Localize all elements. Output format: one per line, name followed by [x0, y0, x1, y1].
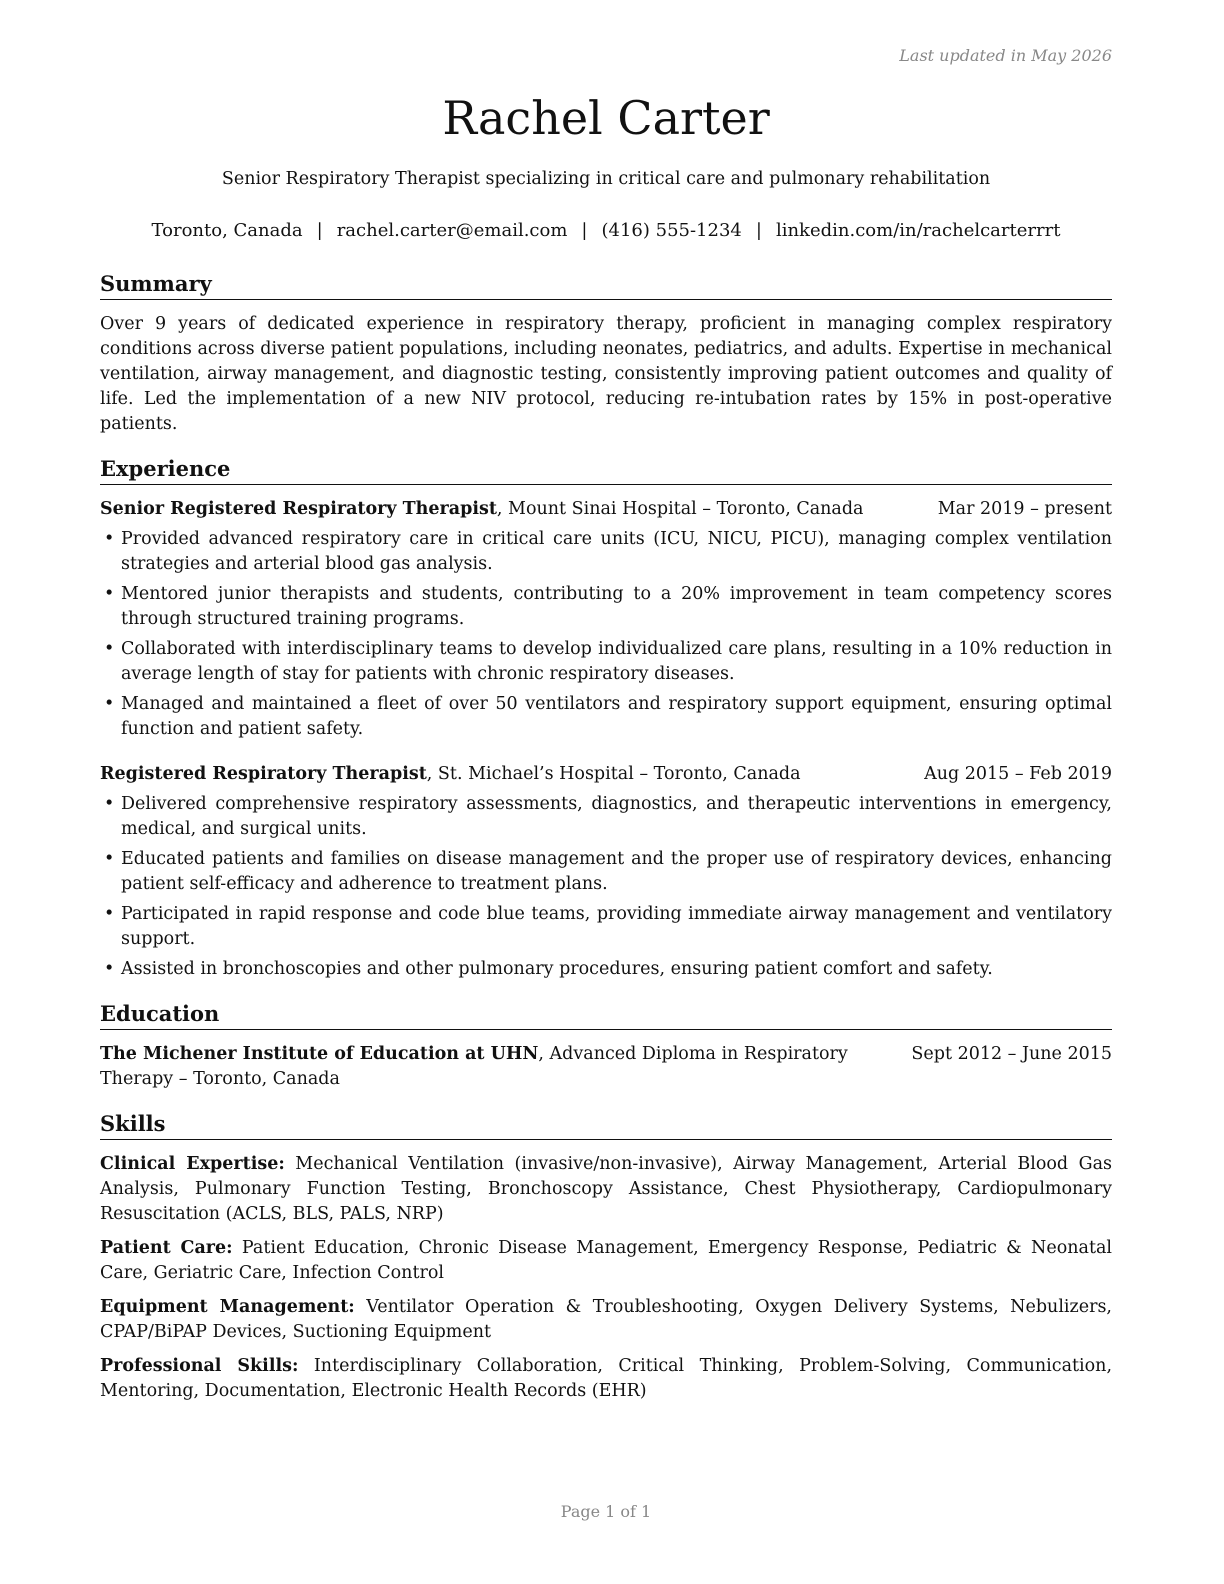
- job-entry: [100, 497, 1112, 742]
- bullet-glyph: •: [104, 639, 115, 659]
- education-entry: [100, 1042, 1112, 1092]
- job-header: [100, 762, 1112, 787]
- contact-phone: (416) 555-1234: [601, 220, 742, 241]
- summary-section: [100, 270, 1112, 437]
- skill-text: Interdisciplinary Collaboration, Critical Thinking, Problem-Solving, Communication, Mentoring, Documentation, Electronic Health Records (EHR): [100, 1356, 1113, 1401]
- job-entry: [100, 762, 1112, 982]
- summary-text: Over 9 years of dedicated experience in respiratory therapy, proficient in managing complex respiratory conditions across diverse patient populations, including neonates, pediatrics, and adults. Expertise in mechanical ventilation, airway management, and diagnostic testing, consistently improving patient outcomes and quality of life. Led the implementation of a new NIV protocol, reducing re-intubation rates by 15% in post-operative patients.: [100, 314, 1112, 434]
- job-title-line: [100, 762, 801, 787]
- job-org: , Mount Sinai Hospital – Toronto, Canada: [496, 499, 864, 519]
- skill-label: Equipment Management:: [100, 1297, 355, 1317]
- contact-line: [100, 219, 1112, 243]
- skill-text: Mechanical Ventilation (invasive/non-invasive), Airway Management, Arterial Blood Gas Analysis, Pulmonary Function Testing, Bronchoscopy Assistance, Chest Physiotherapy, Cardiopulmonary Resuscitation (ACLS, BLS, PALS, NRP): [100, 1154, 1112, 1224]
- bullet-glyph: •: [104, 529, 115, 549]
- page-number: Page 1 of 1: [560, 1502, 652, 1521]
- experience-heading: Experience: [100, 455, 1112, 485]
- candidate-tagline: Senior Respiratory Therapist specializing in critical care and pulmonary rehabilitation: [221, 169, 991, 189]
- skill-group: [100, 1152, 1112, 1227]
- resume-content: [100, 270, 1112, 1404]
- job-header: [100, 497, 1112, 522]
- job-title-line: [100, 497, 863, 522]
- bullet-item: [100, 792, 1112, 842]
- bullet-text: Educated patients and families on disease management and the proper use of respiratory devices, enhancing patient self-efficacy and adherence to treatment plans.: [121, 849, 1112, 894]
- job-bullets: [100, 527, 1112, 742]
- education-line: [100, 1042, 890, 1092]
- skills-heading: Skills: [100, 1110, 1112, 1140]
- skill-label: Patient Care:: [100, 1238, 233, 1258]
- experience-section: [100, 455, 1112, 982]
- bullet-text: Participated in rapid response and code blue teams, providing immediate airway management and ventilatory support.: [121, 904, 1112, 949]
- bullet-text: Collaborated with interdisciplinary teams to develop individualized care plans, resulting in a 10% reduction in average length of stay for patients with chronic respiratory diseases.: [121, 639, 1112, 684]
- bullet-text: Assisted in bronchoscopies and other pulmonary procedures, ensuring patient comfort and safety.: [121, 959, 993, 979]
- education-dates: Sept 2012 – June 2015: [911, 1044, 1112, 1064]
- contact-linkedin[interactable]: linkedin.com/in/rachelcarterrrt: [775, 220, 1061, 241]
- education-school: The Michener Institute of Education at UHN: [100, 1044, 539, 1064]
- bullet-glyph: •: [104, 959, 115, 979]
- skill-text: Patient Education, Chronic Disease Management, Emergency Response, Pediatric & Neonatal Care, Geriatric Care, Infection Control: [100, 1238, 1113, 1283]
- bullet-glyph: •: [104, 904, 115, 924]
- job-role: Senior Registered Respiratory Therapist: [100, 499, 497, 519]
- job-org: , St. Michael’s Hospital – Toronto, Canada: [426, 764, 801, 784]
- bullet-text: Mentored junior therapists and students, contributing to a 20% improvement in team competency scores through structured training programs.: [121, 584, 1112, 629]
- skill-label: Professional Skills:: [100, 1356, 299, 1376]
- bullet-item: [100, 692, 1112, 742]
- skill-group: [100, 1295, 1112, 1345]
- bullet-item: [100, 527, 1112, 577]
- last-updated: Last updated in May 2026: [899, 46, 1112, 65]
- bullet-item: [100, 847, 1112, 897]
- contact-separator: |: [581, 220, 588, 241]
- resume-page: [100, 0, 1112, 1584]
- bullet-item: [100, 902, 1112, 952]
- skill-text: Ventilator Operation & Troubleshooting, Oxygen Delivery Systems, Nebulizers, CPAP/BiPAP Devices, Suctioning Equipment: [100, 1297, 1112, 1342]
- contact-email[interactable]: rachel.carter@email.com: [336, 220, 568, 241]
- bullet-text: Managed and maintained a fleet of over 50 ventilators and respiratory support equipment, ensuring optimal function and patient safety.: [121, 694, 1112, 739]
- bullet-glyph: •: [104, 849, 115, 869]
- bullet-text: Delivered comprehensive respiratory assessments, diagnostics, and therapeutic interventions in emergency, medical, and surgical units.: [121, 794, 1112, 839]
- skills-section: [100, 1110, 1112, 1404]
- summary-heading: Summary: [100, 270, 1112, 300]
- candidate-name: Rachel Carter: [442, 91, 770, 145]
- contact-separator: |: [755, 220, 762, 241]
- bullet-item: [100, 637, 1112, 687]
- education-heading: Education: [100, 1000, 1112, 1030]
- job-dates: Mar 2019 – present: [937, 499, 1112, 519]
- contact-location: Toronto, Canada: [151, 220, 303, 241]
- skill-group: [100, 1236, 1112, 1286]
- bullet-glyph: •: [104, 584, 115, 604]
- job-dates: Aug 2015 – Feb 2019: [924, 764, 1112, 784]
- skill-label: Clinical Expertise:: [100, 1154, 285, 1174]
- job-role: Registered Respiratory Therapist: [100, 764, 427, 784]
- bullet-item: [100, 582, 1112, 632]
- job-bullets: [100, 792, 1112, 982]
- bullet-glyph: •: [104, 694, 115, 714]
- contact-separator: |: [316, 220, 323, 241]
- bullet-item: [100, 957, 1112, 982]
- skill-group: [100, 1354, 1112, 1404]
- bullet-glyph: •: [104, 794, 115, 814]
- bullet-text: Provided advanced respiratory care in critical care units (ICU, NICU, PICU), managing complex ventilation strategies and arterial blood gas analysis.: [121, 529, 1112, 574]
- education-detail: , Advanced Diploma in Respiratory Therapy – Toronto, Canada: [100, 1044, 848, 1089]
- education-section: [100, 1000, 1112, 1092]
